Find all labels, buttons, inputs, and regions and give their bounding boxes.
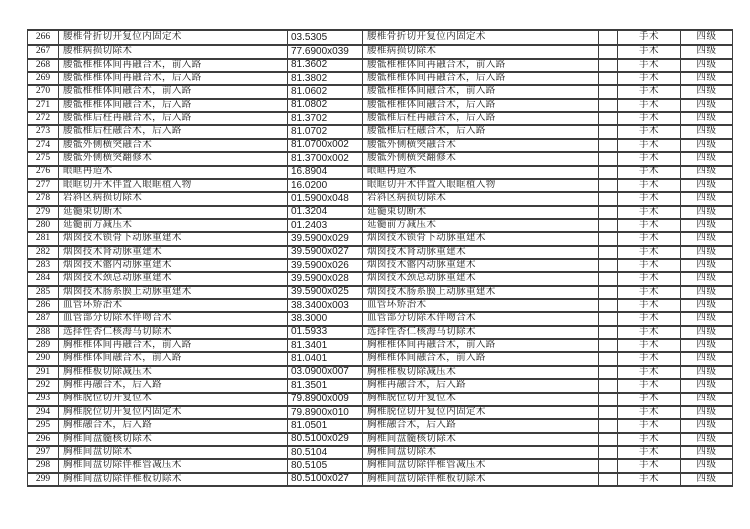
blank-cell <box>598 273 617 284</box>
row-number-cell: 279 <box>35 206 51 217</box>
procedure-name-cell: 腰骶椎椎体间再融合术，前入路 <box>58 60 287 71</box>
grade-level-cell: 四级 <box>680 167 732 178</box>
category-cell: 手术 <box>617 126 680 137</box>
category-cell: 手术 <box>617 113 680 124</box>
grade-level-cell: 四级 <box>680 447 732 458</box>
procedure-name-cell: 血管环矫治术 <box>58 300 287 311</box>
row-number-cell: 280 <box>35 219 51 230</box>
row-number-cell: 287 <box>35 313 51 324</box>
category-cell: 手术 <box>617 100 680 111</box>
row-number-cell: 297 <box>35 446 51 457</box>
grade-level-cell: 四级 <box>680 140 732 151</box>
procedure-name-repeat-cell: 烟囱技术颈总动脉重建术 <box>362 273 598 284</box>
blank-cell <box>598 247 617 258</box>
table-row <box>28 285 732 298</box>
table-row <box>28 245 732 258</box>
procedure-name-cell: 胸椎间盘切除伴椎管减压术 <box>58 460 287 471</box>
category-cell: 手术 <box>617 474 680 485</box>
grade-level-cell: 四级 <box>680 60 732 71</box>
table-row <box>28 458 732 471</box>
table-row <box>28 124 732 137</box>
grade-level-cell: 四级 <box>680 287 732 298</box>
grade-level-cell: 四级 <box>680 434 732 445</box>
row-number-cell: 266 <box>35 31 51 42</box>
grade-level-cell: 四级 <box>680 207 732 218</box>
row-number-cell: 284 <box>35 273 51 284</box>
row-number-cell: 299 <box>35 473 51 484</box>
category-cell: 手术 <box>617 313 680 324</box>
category-cell: 手术 <box>617 447 680 458</box>
procedure-name-cell: 烟囱技术肾动脉重建术 <box>58 247 287 258</box>
table-row <box>28 325 732 338</box>
category-cell: 手术 <box>617 247 680 258</box>
procedure-code-cell: 39.5900x027 <box>287 247 362 258</box>
procedure-code-cell: 79.8900x009 <box>287 394 362 405</box>
procedure-name-cell: 选择性杏仁核海马切除术 <box>58 327 287 338</box>
row-number-cell: 276 <box>35 166 51 177</box>
category-cell: 手术 <box>617 394 680 405</box>
table-row <box>28 271 732 284</box>
blank-cell <box>598 126 617 137</box>
procedure-name-cell: 胸椎脱位切开复位内固定术 <box>58 407 287 418</box>
grade-level-cell: 四级 <box>680 460 732 471</box>
table-row <box>28 138 732 151</box>
blank-cell <box>598 287 617 298</box>
grade-level-cell: 四级 <box>680 100 732 111</box>
category-cell: 手术 <box>617 434 680 445</box>
table-row <box>28 365 732 378</box>
procedure-name-cell: 腰椎骨折切开复位内固定术 <box>58 31 287 44</box>
procedure-code-cell: 03.5305 <box>287 31 362 44</box>
row-number-cell: 275 <box>35 153 51 164</box>
blank-cell <box>598 100 617 111</box>
table-row <box>28 71 732 84</box>
procedure-name-repeat-cell: 腰骶外侧横突翻修术 <box>362 153 598 164</box>
category-cell: 手术 <box>617 180 680 191</box>
procedure-name-repeat-cell: 腰骶椎后柱再融合术，后入路 <box>362 113 598 124</box>
blank-cell <box>598 394 617 405</box>
procedure-name-cell: 胸椎脱位切开复位术 <box>58 394 287 405</box>
procedure-name-cell: 腰骶椎椎体间融合术，后入路 <box>58 100 287 111</box>
procedure-code-cell: 81.3602 <box>287 60 362 71</box>
procedure-name-cell: 胸椎融合术，后入路 <box>58 420 287 431</box>
blank-cell <box>598 73 617 84</box>
grade-level-cell: 四级 <box>680 327 732 338</box>
procedure-code-cell: 81.0700x002 <box>287 140 362 151</box>
procedure-name-cell: 延髓前方减压术 <box>58 220 287 231</box>
grade-level-cell: 四级 <box>680 233 732 244</box>
table-row <box>28 418 732 431</box>
procedure-name-cell: 腰椎病损切除术 <box>58 46 287 57</box>
category-cell: 手术 <box>617 207 680 218</box>
grade-level-cell: 四级 <box>680 247 732 258</box>
procedure-code-cell: 81.3700x002 <box>287 153 362 164</box>
procedure-code-cell: 16.8904 <box>287 167 362 178</box>
category-cell: 手术 <box>617 420 680 431</box>
procedure-name-cell: 烟囱技术髂内动脉重建术 <box>58 260 287 271</box>
row-number-cell: 290 <box>35 353 51 364</box>
row-number-cell: 286 <box>35 300 51 310</box>
table-row <box>28 178 732 191</box>
procedure-code-cell: 39.5900x026 <box>287 260 362 271</box>
procedure-code-cell: 01.5900x048 <box>287 193 362 204</box>
procedure-name-cell: 延髓束切断术 <box>58 207 287 218</box>
table-row <box>28 258 732 271</box>
row-number-cell: 277 <box>35 179 51 190</box>
procedure-name-repeat-cell: 选择性杏仁核海马切除术 <box>362 327 598 338</box>
grade-level-cell: 四级 <box>680 31 732 44</box>
procedure-code-cell: 01.2403 <box>287 220 362 231</box>
procedure-name-cell: 胸椎间盘切除术 <box>58 447 287 458</box>
row-number-cell: 269 <box>35 73 51 83</box>
table-row <box>28 191 732 204</box>
procedure-name-cell: 眼眶切开术伴置入眼眶植入物 <box>58 180 287 191</box>
grade-level-cell: 四级 <box>680 340 732 351</box>
table-row <box>28 472 732 485</box>
procedure-name-cell: 腰骶椎椎体间融合术，前入路 <box>58 86 287 97</box>
blank-cell <box>598 313 617 324</box>
row-number-cell: 296 <box>35 433 51 444</box>
row-number-cell: 289 <box>35 340 51 351</box>
grade-level-cell: 四级 <box>680 86 732 97</box>
blank-cell <box>598 46 617 57</box>
procedure-code-cell: 03.0900x007 <box>287 367 362 378</box>
procedure-code-cell: 16.0200 <box>287 180 362 191</box>
procedure-code-cell: 81.0602 <box>287 86 362 97</box>
grade-level-cell: 四级 <box>680 300 732 311</box>
procedure-name-cell: 腰骶外侧横突翻修术 <box>58 153 287 164</box>
row-number-cell: 288 <box>35 326 51 337</box>
grade-level-cell: 四级 <box>680 180 732 191</box>
blank-cell <box>598 220 617 231</box>
blank-cell <box>598 140 617 151</box>
procedure-name-cell: 腰骶椎后柱再融合术，后入路 <box>58 113 287 124</box>
table-row <box>28 111 732 124</box>
row-number-cell: 268 <box>35 59 51 70</box>
procedure-name-repeat-cell: 眼眶再造术 <box>362 167 598 178</box>
procedure-code-cell: 39.5900x025 <box>287 287 362 298</box>
row-number-cell: 292 <box>35 380 51 391</box>
category-cell: 手术 <box>617 340 680 351</box>
table-row <box>28 218 732 231</box>
procedure-name-repeat-cell: 血管部分切除术伴吻合术 <box>362 313 598 324</box>
blank-cell <box>598 407 617 418</box>
category-cell: 手术 <box>617 60 680 71</box>
procedure-code-cell: 81.0401 <box>287 353 362 364</box>
procedure-code-cell: 77.6900x039 <box>287 46 362 57</box>
blank-cell <box>598 233 617 244</box>
row-number-cell: 295 <box>35 420 51 431</box>
blank-cell <box>598 260 617 271</box>
procedure-name-repeat-cell: 胸椎椎板切除减压术 <box>362 367 598 378</box>
procedure-code-cell: 79.8900x010 <box>287 407 362 418</box>
table-row <box>28 151 732 164</box>
row-number-cell: 271 <box>35 99 51 110</box>
blank-cell <box>598 86 617 97</box>
procedure-name-repeat-cell: 胸椎间盘切除术 <box>362 447 598 458</box>
procedure-code-cell: 81.3702 <box>287 113 362 124</box>
procedure-name-repeat-cell: 胸椎间盘切除伴椎板切除术 <box>362 474 598 485</box>
procedure-code-cell: 80.5104 <box>287 447 362 458</box>
blank-cell <box>598 60 617 71</box>
blank-cell <box>598 153 617 164</box>
grade-level-cell: 四级 <box>680 113 732 124</box>
procedure-code-cell: 81.0702 <box>287 126 362 137</box>
grade-level-cell: 四级 <box>680 353 732 364</box>
procedure-name-repeat-cell: 胸椎再融合术，后入路 <box>362 380 598 391</box>
category-cell: 手术 <box>617 287 680 298</box>
procedure-name-cell: 岩斜区病损切除术 <box>58 193 287 204</box>
blank-cell <box>598 420 617 431</box>
procedure-name-cell: 腰骶外侧横突融合术 <box>58 140 287 151</box>
row-number-cell: 298 <box>35 460 51 471</box>
procedure-name-cell: 胸椎再融合术，后入路 <box>58 380 287 391</box>
procedure-name-repeat-cell: 腰骶椎椎体间再融合术，前入路 <box>362 60 598 71</box>
category-cell: 手术 <box>617 367 680 378</box>
procedure-name-repeat-cell: 胸椎脱位切开复位术 <box>362 394 598 405</box>
table-row <box>28 392 732 405</box>
category-cell: 手术 <box>617 460 680 471</box>
procedure-name-cell: 胸椎间盘切除伴椎板切除术 <box>58 474 287 485</box>
procedure-code-cell: 38.3000 <box>287 313 362 324</box>
procedure-table <box>27 29 733 487</box>
category-cell: 手术 <box>617 273 680 284</box>
procedure-name-repeat-cell: 血管环矫治术 <box>362 300 598 311</box>
table-row <box>28 231 732 244</box>
row-number-cell: 283 <box>35 260 51 270</box>
blank-cell <box>598 180 617 191</box>
procedure-name-repeat-cell: 延髓前方减压术 <box>362 220 598 231</box>
row-number-cell: 282 <box>35 246 51 257</box>
category-cell: 手术 <box>617 140 680 151</box>
table-row <box>28 378 732 391</box>
grade-level-cell: 四级 <box>680 380 732 391</box>
procedure-name-repeat-cell: 岩斜区病损切除术 <box>362 193 598 204</box>
procedure-name-cell: 烟囱技术颈总动脉重建术 <box>58 273 287 284</box>
blank-cell <box>598 327 617 338</box>
blank-cell <box>598 380 617 391</box>
blank-cell <box>598 113 617 124</box>
table-row <box>28 351 732 364</box>
table-row <box>28 338 732 351</box>
grade-level-cell: 四级 <box>680 420 732 431</box>
procedure-code-cell: 81.0802 <box>287 100 362 111</box>
category-cell: 手术 <box>617 327 680 338</box>
category-cell: 手术 <box>617 220 680 231</box>
row-number-cell: 278 <box>35 193 51 204</box>
table-row <box>28 311 732 324</box>
table-row <box>28 31 732 44</box>
table-row <box>28 165 732 178</box>
table-row <box>28 205 732 218</box>
grade-level-cell: 四级 <box>680 313 732 324</box>
procedure-name-repeat-cell: 眼眶切开术伴置入眼眶植入物 <box>362 180 598 191</box>
grade-level-cell: 四级 <box>680 367 732 378</box>
procedure-code-cell: 39.5900x029 <box>287 233 362 244</box>
grade-level-cell: 四级 <box>680 474 732 485</box>
blank-cell <box>598 474 617 485</box>
procedure-name-cell: 胸椎间盘髓核切除术 <box>58 434 287 445</box>
table-row <box>28 84 732 97</box>
procedure-name-cell: 腰骶椎后柱融合术，后入路 <box>58 126 287 137</box>
grade-level-cell: 四级 <box>680 273 732 284</box>
procedure-name-repeat-cell: 腰椎病损切除术 <box>362 46 598 57</box>
procedure-name-repeat-cell: 腰椎骨折切开复位内固定术 <box>362 31 598 44</box>
procedure-name-repeat-cell: 烟囱技术肠系膜上动脉重建术 <box>362 287 598 298</box>
table-row <box>28 98 732 111</box>
row-number-cell: 291 <box>35 366 51 377</box>
grade-level-cell: 四级 <box>680 407 732 418</box>
category-cell: 手术 <box>617 353 680 364</box>
procedure-name-repeat-cell: 烟囱技术肾动脉重建术 <box>362 247 598 258</box>
grade-level-cell: 四级 <box>680 220 732 231</box>
table-row <box>28 445 732 458</box>
procedure-name-cell: 烟囱技术肠系膜上动脉重建术 <box>58 287 287 298</box>
procedure-code-cell: 39.5900x028 <box>287 273 362 284</box>
grade-level-cell: 四级 <box>680 394 732 405</box>
blank-cell <box>598 31 617 44</box>
blank-cell <box>598 207 617 218</box>
category-cell: 手术 <box>617 73 680 84</box>
procedure-code-cell: 81.3802 <box>287 73 362 84</box>
procedure-name-repeat-cell: 胸椎椎体间再融合术，前入路 <box>362 340 598 351</box>
table-row <box>28 432 732 445</box>
row-number-cell: 273 <box>35 126 51 137</box>
table-row <box>28 298 732 311</box>
grade-level-cell: 四级 <box>680 193 732 204</box>
category-cell: 手术 <box>617 153 680 164</box>
blank-cell <box>598 300 617 311</box>
blank-cell <box>598 353 617 364</box>
category-cell: 手术 <box>617 193 680 204</box>
procedure-code-cell: 01.5933 <box>287 327 362 338</box>
procedure-name-repeat-cell: 腰骶外侧横突融合术 <box>362 140 598 151</box>
procedure-name-cell: 烟囱技术锁骨下动脉重建术 <box>58 233 287 244</box>
grade-level-cell: 四级 <box>680 126 732 137</box>
procedure-code-cell: 81.3501 <box>287 380 362 391</box>
grade-level-cell: 四级 <box>680 73 732 84</box>
blank-cell <box>598 434 617 445</box>
procedure-name-repeat-cell: 腰骶椎椎体间融合术，后入路 <box>362 100 598 111</box>
row-number-cell: 270 <box>35 86 51 97</box>
category-cell: 手术 <box>617 260 680 271</box>
grade-level-cell: 四级 <box>680 153 732 164</box>
procedure-code-cell: 81.3401 <box>287 340 362 351</box>
blank-cell <box>598 460 617 471</box>
blank-cell <box>598 447 617 458</box>
blank-cell <box>598 367 617 378</box>
procedure-name-repeat-cell: 烟囱技术锁骨下动脉重建术 <box>362 233 598 244</box>
procedure-name-repeat-cell: 胸椎椎体间融合术，前入路 <box>362 353 598 364</box>
procedure-name-repeat-cell: 腰骶椎椎体间融合术，前入路 <box>362 86 598 97</box>
blank-cell <box>598 193 617 204</box>
procedure-name-repeat-cell: 腰骶椎椎体间再融合术，后入路 <box>362 73 598 84</box>
procedure-name-repeat-cell: 胸椎脱位切开复位内固定术 <box>362 407 598 418</box>
procedure-name-repeat-cell: 延髓束切断术 <box>362 207 598 218</box>
category-cell: 手术 <box>617 167 680 178</box>
procedure-name-cell: 腰骶椎椎体间再融合术，后入路 <box>58 73 287 84</box>
procedure-code-cell: 81.0501 <box>287 420 362 431</box>
row-number-cell: 274 <box>35 139 51 150</box>
table-row <box>28 58 732 71</box>
procedure-code-cell: 01.3204 <box>287 207 362 218</box>
row-number-cell: 267 <box>35 46 51 57</box>
category-cell: 手术 <box>617 407 680 418</box>
procedure-name-cell: 胸椎椎体间再融合术，前入路 <box>58 340 287 351</box>
procedure-name-cell: 胸椎椎体间融合术，前入路 <box>58 353 287 364</box>
category-cell: 手术 <box>617 86 680 97</box>
procedure-name-repeat-cell: 胸椎间盘切除伴椎管减压术 <box>362 460 598 471</box>
procedure-name-cell: 胸椎椎板切除减压术 <box>58 367 287 378</box>
row-number-cell: 272 <box>35 113 51 124</box>
row-number-cell: 281 <box>35 233 51 244</box>
category-cell: 手术 <box>617 233 680 244</box>
row-number-cell: 293 <box>35 393 51 404</box>
blank-cell <box>598 340 617 351</box>
procedure-code-cell: 80.5100x029 <box>287 434 362 445</box>
row-number-cell: 285 <box>35 286 51 297</box>
grade-level-cell: 四级 <box>680 260 732 271</box>
procedure-name-repeat-cell: 腰骶椎后柱融合术，后入路 <box>362 126 598 137</box>
procedure-name-repeat-cell: 胸椎融合术，后入路 <box>362 420 598 431</box>
category-cell: 手术 <box>617 46 680 57</box>
procedure-name-cell: 血管部分切除术伴吻合术 <box>58 313 287 324</box>
blank-cell <box>598 167 617 178</box>
procedure-code-cell: 38.3400x003 <box>287 300 362 311</box>
procedure-name-cell: 眼眶再造术 <box>58 167 287 178</box>
category-cell: 手术 <box>617 31 680 44</box>
table-row <box>28 44 732 57</box>
category-cell: 手术 <box>617 380 680 391</box>
procedure-code-cell: 80.5100x027 <box>287 474 362 485</box>
row-number-cell: 294 <box>35 406 51 417</box>
procedure-name-repeat-cell: 胸椎间盘髓核切除术 <box>362 434 598 445</box>
procedure-name-repeat-cell: 烟囱技术髂内动脉重建术 <box>362 260 598 271</box>
category-cell: 手术 <box>617 300 680 311</box>
grade-level-cell: 四级 <box>680 46 732 57</box>
table-row <box>28 405 732 418</box>
procedure-code-cell: 80.5105 <box>287 460 362 471</box>
